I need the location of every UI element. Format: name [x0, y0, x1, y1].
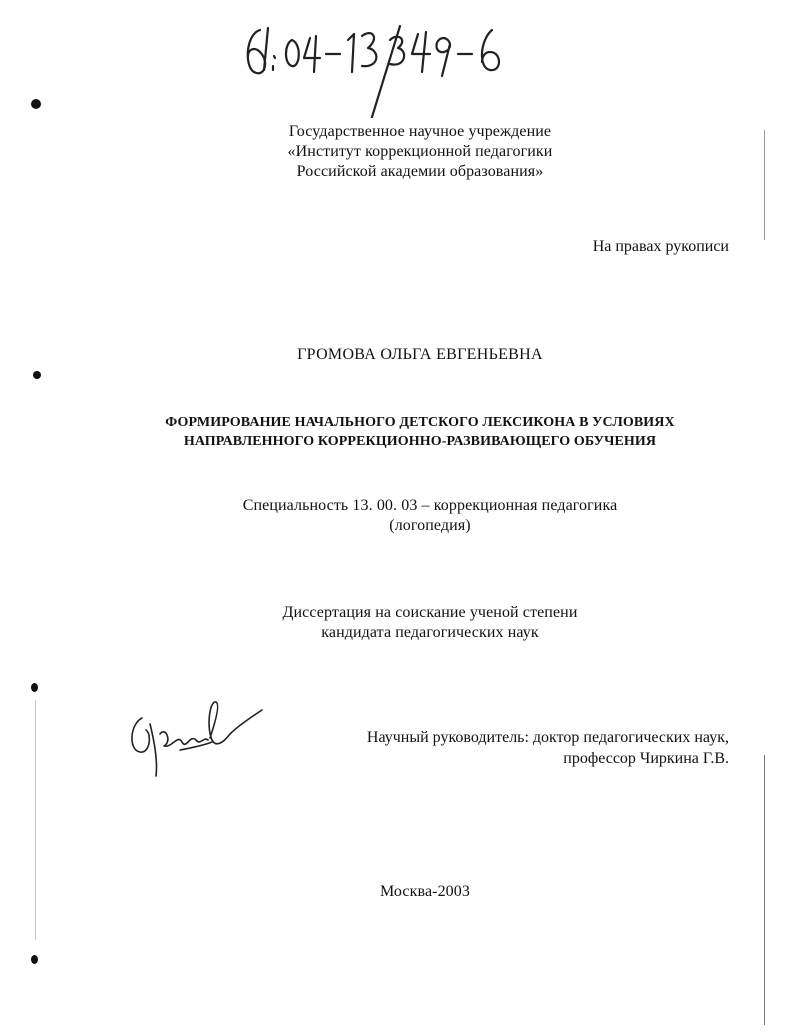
scan-edge-line: [764, 755, 765, 1025]
degree-line-1: Диссертация на соискание ученой степени: [282, 604, 578, 621]
author-name: ГРОМОВА ОЛЬГА ЕВГЕНЬЕВНА: [297, 346, 543, 363]
institution-name: [220, 122, 620, 182]
degree-statement: [180, 603, 680, 643]
specialty-line-2: (логопедия): [389, 517, 471, 534]
binding-hole-mark: [31, 99, 41, 109]
institution-line-2: «Институт коррекционной педагогики: [287, 143, 553, 160]
handwritten-signature: [120, 690, 270, 790]
manuscript-rights-note: На правах рукописи: [592, 238, 729, 255]
scan-edge-line: [764, 130, 765, 240]
scan-edge-line: [35, 700, 36, 940]
city-year: Москва-2003: [380, 883, 470, 900]
advisor-line-1: Научный руководитель: доктор педагогических наук,: [366, 729, 729, 746]
degree-line-2: кандидата педагогических наук: [321, 624, 539, 641]
scientific-advisor: [309, 727, 729, 769]
handwritten-archive-code: [240, 18, 510, 118]
specialty-line-1: Специальность 13. 00. 03 – коррекционная педагогика: [242, 497, 618, 514]
binding-hole-mark: [33, 371, 41, 379]
institution-line-1: Государственное научное учреждение: [288, 123, 552, 140]
institution-line-3: Российской академии образования»: [296, 163, 544, 180]
advisor-line-2: профессор Чиркина Г.В.: [563, 750, 729, 767]
specialty: [180, 496, 680, 536]
binding-hole-mark: [31, 955, 38, 964]
title-line-1: ФОРМИРОВАНИЕ НАЧАЛЬНОГО ДЕТСКОГО ЛЕКСИКОНА В УСЛОВИЯХ: [165, 415, 675, 430]
dissertation-title: [120, 413, 720, 451]
binding-hole-mark: [31, 683, 38, 692]
title-line-2: НАПРАВЛЕННОГО КОРРЕКЦИОННО-РАЗВИВАЮЩЕГО ОБУЧЕНИЯ: [183, 434, 657, 449]
